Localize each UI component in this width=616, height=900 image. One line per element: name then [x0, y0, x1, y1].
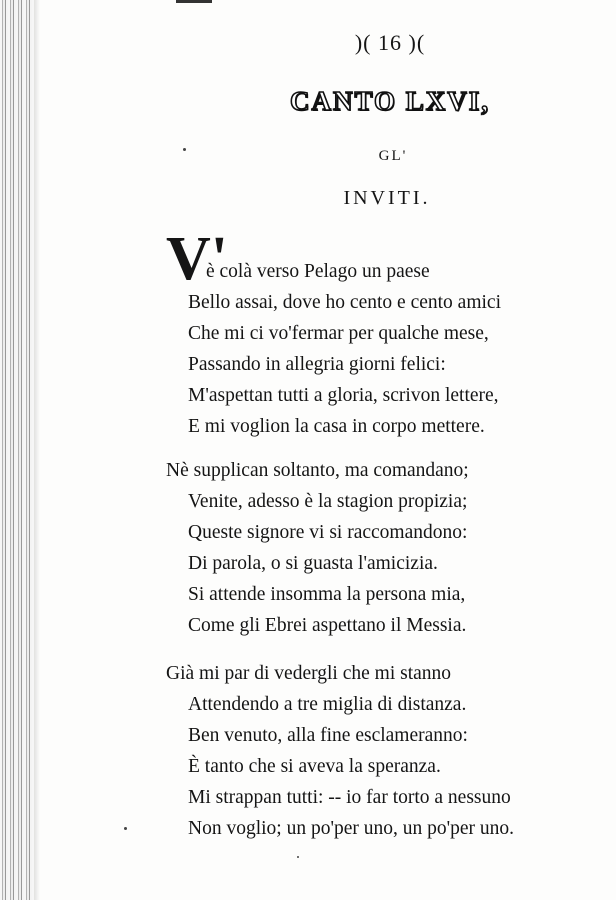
verse-line: è colà verso Pelago un paese	[206, 261, 430, 282]
verse-line: Venite, adesso è la stagion propizia;	[188, 491, 468, 512]
verse-line: Ben venuto, alla fine esclameranno:	[188, 725, 468, 746]
verse-line: Già mi par di vedergli che mi stanno	[166, 663, 452, 684]
ink-speck	[183, 148, 186, 151]
page-number: )( 16 )(	[354, 30, 426, 55]
verse-line: E mi voglion la casa in corpo mettere.	[188, 416, 485, 437]
stanza-3	[166, 658, 514, 844]
stanza-2	[166, 455, 469, 641]
canto-title: CANTO LXVI,	[289, 86, 491, 116]
verse-line: Queste signore vi si raccomandono:	[188, 522, 468, 543]
verse-line: Non voglio; un po'per uno, un po'per uno.	[188, 818, 515, 839]
ink-speck	[297, 856, 299, 858]
ink-speck	[124, 827, 127, 830]
verse-line: Che mi ci vo'fermar per qualche mese,	[188, 323, 489, 344]
verse-line: M'aspettan tutti a gloria, scrivon lettere,	[188, 385, 499, 406]
binding-edge	[0, 0, 34, 900]
subtitle-article: GL'	[378, 148, 408, 164]
verse-line: Di parola, o si guasta l'amicizia.	[188, 553, 438, 574]
verse-line: Bello assai, dove ho cento e cento amici	[188, 292, 501, 313]
top-rule	[176, 0, 212, 3]
drop-cap: V'	[166, 225, 228, 293]
poem-title: INVITI.	[343, 187, 431, 209]
verse-line: Mi strappan tutti: -- io far torto a nessuno	[188, 787, 511, 808]
verse-line: È tanto che si aveva la speranza.	[188, 756, 441, 777]
verse-line: Attendendo a tre miglia di distanza.	[188, 694, 467, 715]
verse-line: Come gli Ebrei aspettano il Messia.	[188, 615, 467, 636]
verse-line: Nè supplican soltanto, ma comandano;	[166, 460, 469, 481]
verse-line: Passando in allegria giorni felici:	[188, 354, 446, 375]
stanza-1	[188, 256, 501, 442]
verse-line: Si attende insomma la persona mia,	[188, 584, 466, 605]
